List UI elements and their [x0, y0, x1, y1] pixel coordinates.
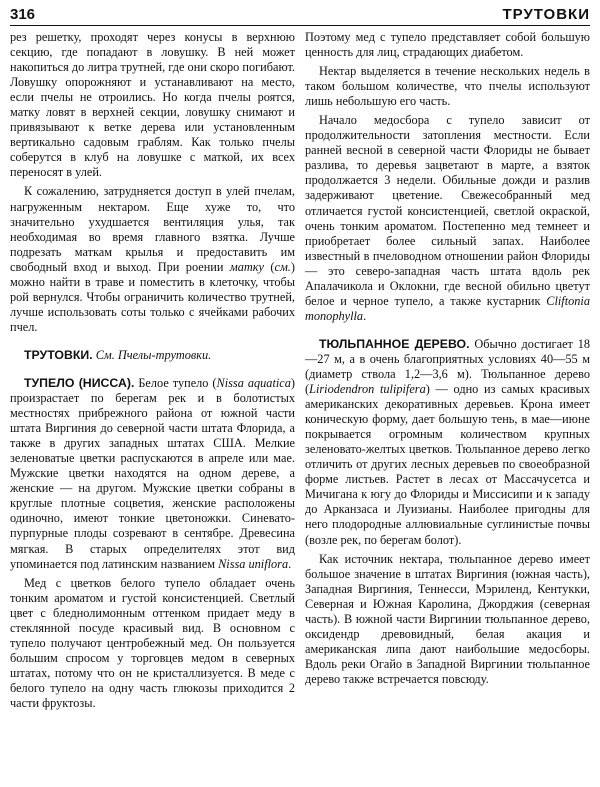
- entry-tupelo: ТУПЕЛО (НИССА). Белое тупело (Nissa aquatica) произрастает по берегам рек и в болотистых местностях прибрежного района от южной части штата Виргиния до северной части штата Флорида, а также в других западных штатах США. Мелкие зеленоватые цветки распускаются в апреле или мае. Мужские цветки находятся на одном дереве, а женские — на другом. Мужские цветки собраны в круглые плотные соцветия, женские расположены одиночно, имеют тонкие цветоножки. Синевато-пурпурные плоды созревают в сентябре. Древесина мягкая. В старых определителях этот вид упоминается под латинским названием Nissa uniflora.: [10, 375, 295, 571]
- latin-name: Nissa uniflora: [218, 556, 289, 571]
- page-header: [10, 6, 590, 26]
- cross-reference: См. Пчелы-трутовки.: [92, 347, 212, 362]
- entry-heading: ТРУТОВКИ.: [24, 347, 93, 362]
- right-column: [305, 30, 590, 711]
- paragraph-tupelo-honey: Мед с цветков белого тупело обладает очень тонким ароматом и густой консистенцией. Светлый цвет с бледнолимонным оттенком придает меду в стеклянной посуде красивый вид. В основном с тупело получают центробежный мед. Он пользуется большим спросом у торговцев медом в северных штатах, потому что он не кристаллизуется. В меде с белого тупело на одну часть глюкозы приходится 2 части фруктозы.: [10, 575, 295, 710]
- text-columns: [10, 30, 590, 711]
- paragraph-diabetes: Поэтому мед с тупело представляет собой большую ценность для лиц, страдающих диабетом.: [305, 30, 590, 60]
- page-number: 316: [10, 6, 36, 23]
- running-title: ТРУТОВКИ: [502, 6, 590, 23]
- latin-name: Liriodendron tulipifera: [309, 382, 426, 397]
- latin-name: Nissa aquatica: [216, 375, 291, 390]
- left-column: [10, 30, 295, 711]
- entry-heading: ТУПЕЛО (НИССА).: [24, 375, 135, 390]
- cross-reference-queen: матку: [229, 259, 264, 274]
- paragraph-drone-trap: рез решетку, проходят через конусы в верхнюю секцию, где попадают в ловушку. В ней может накопиться до литра трутней, где они скоро погибают. Ловушку опорожняют и устанавливают на место, если пчелы не отроились. Но когда пчелы роятся, матку ловят в верхней секции, ловушку снимают и привязывают к ветке дерева или установленным вертикально садовым граблям. Как только пчелы соберутся в клуб на ловушке с маткой, их всех переносят в улей.: [10, 30, 295, 180]
- entry-tulip-tree: ТЮЛЬПАННОЕ ДЕРЕВО. Обычно достигает 18—27 м, а в очень благоприятных условиях 40—55 м (диаметр ствола 1,2—3,6 м). Тюльпанное дерево (Liriodendron tulipifera) — одно из самых красивых американских декоративных деревьев. Крона имеет коническую форму, дает большую тень, в мае—июне покрывается огромным количеством крупных зеленовато-желтых цветков. Тюльпанное дерево легко отличить от других лесных деревьев по своеобразной форме листьев. Растет в лесах от Массачусетса и Мичигана к югу до Флориды и Миссисипи и к западу до Арканзаса и Луизианы. Наиболее пригодны для него плодородные аллювиальные суглинистые почвы (возле рек, по берегам болот).: [305, 336, 590, 547]
- entry-heading: ТЮЛЬПАННОЕ ДЕРЕВО.: [319, 336, 470, 351]
- paragraph-access: К сожалению, затрудняется доступ в улей пчелам, нагруженным нектаром. Еще хуже то, что значительно ухудшается вентиляция улья, так необходимая во время главного взятка. Лучше подрезать маткам крылья и предоставить им свободный вход и выход. При роении матку (см.) можно найти в траве и поместить в клеточку, чтобы рой вернулся. Чтобы ограничить количество трутней, лучше использовать соты только с ячейками рабочих пчел.: [10, 184, 295, 334]
- paragraph-nectar: Нектар выделяется в течение нескольких недель в таком большом количестве, что пчелы используют лишь небольшую его часть.: [305, 64, 590, 109]
- paragraph-tulip-nectar: Как источник нектара, тюльпанное дерево имеет большое значение в штатах Виргиния (южная часть), Западная Виргиния, Теннесси, Мэриленд, Кентукки, Северная и Южная Каролина, Джорджия (северная часть). В южной части Виргинии тюльпанное дерево, оксидендр древовидный, белая акация и американская липа дают наибольшие медосборы. Вдоль реки Огайо в Западной Виргинии тюльпанное дерево также встречается повсюду.: [305, 551, 590, 686]
- entry-trutovki: [10, 348, 295, 363]
- paragraph-flow-start: Начало медосбора с тупело зависит от продолжительности затопления местности. Если ранней весной в северной части Флориды не бывает разлива, то деревья зацветают в марте, а взяток продолжается 3 недели. Обильные дожди и разлив задерживают цветение. Свежесобранный мед отличается густой консистенцией, светлой окраской, очень тонким ароматом. Постепенно мед темнеет и приобретает более сильный запах. Наиболее известный в пчеловодном отношении район Флориды — это северо-западная часть штата вдоль рек Апалачикола и Оклокни, где весной обильно цветут белое и черное тупело, а также кустарник Cliftonia monophylla.: [305, 113, 590, 323]
- latin-name: Cliftonia monophylla: [305, 293, 590, 323]
